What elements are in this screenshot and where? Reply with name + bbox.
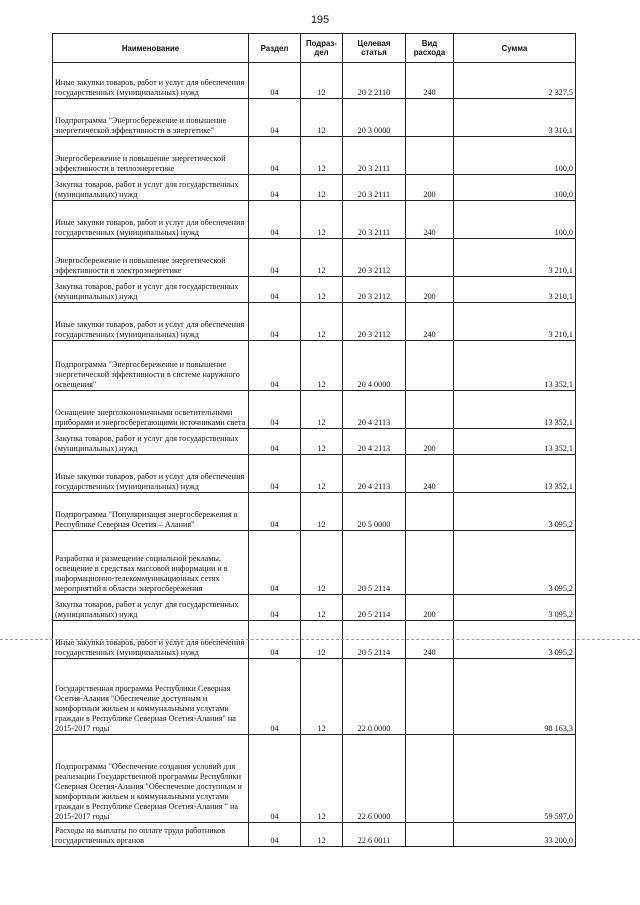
row-expense-type	[406, 531, 454, 595]
row-target-item: 20 5 2114	[343, 621, 406, 659]
row-target-item: 20 5 2114	[343, 595, 406, 621]
table-row	[53, 391, 576, 429]
row-section: 04	[249, 659, 301, 735]
row-subsection: 12	[301, 277, 343, 303]
row-section: 04	[249, 429, 301, 455]
row-target-item: 20 2 2110	[343, 63, 406, 99]
row-expense-type: 200	[406, 277, 454, 303]
row-subsection: 12	[301, 429, 343, 455]
row-name: Иные закупки товаров, работ и услуг для обеспечения государственных (муниципальных) нужд	[53, 303, 249, 341]
row-name: Энергосбережение и повышение энергетической эффективности в электроэнергетике	[53, 239, 249, 277]
row-amount: 13 352,1	[454, 391, 576, 429]
row-amount: 3 095,2	[454, 621, 576, 659]
header-amount: Сумма	[454, 34, 576, 63]
header-expense-type: Вид расхода	[406, 34, 454, 63]
row-target-item: 20 3 2112	[343, 277, 406, 303]
row-amount: 3 210,1	[454, 277, 576, 303]
row-name: Иные закупки товаров, работ и услуг для обеспечения государственных (муниципальных) нужд	[53, 621, 249, 659]
row-section: 04	[249, 455, 301, 493]
row-expense-type	[406, 659, 454, 735]
row-expense-type: 240	[406, 63, 454, 99]
row-expense-type: 200	[406, 595, 454, 621]
row-section: 04	[249, 277, 301, 303]
row-amount: 59 597,0	[454, 735, 576, 823]
row-expense-type	[406, 823, 454, 847]
row-expense-type: 200	[406, 429, 454, 455]
row-subsection: 12	[301, 175, 343, 201]
row-subsection: 12	[301, 239, 343, 277]
row-amount: 2 327,5	[454, 63, 576, 99]
row-section: 04	[249, 99, 301, 137]
row-name: Подпрограмма "Энергосбережение и повышение энергетической эффективности в энергетике"	[53, 99, 249, 137]
row-name: Иные закупки товаров, работ и услуг для обеспечения государственных (муниципальных) нужд	[53, 455, 249, 493]
table-row	[53, 659, 576, 735]
row-expense-type: 240	[406, 621, 454, 659]
row-expense-type: 240	[406, 455, 454, 493]
row-subsection: 12	[301, 99, 343, 137]
row-name: Оснащение энергоэкономичными осветительными приборами и энергосберегающими источниками света	[53, 391, 249, 429]
row-target-item: 20 5 0000	[343, 493, 406, 531]
row-subsection: 12	[301, 455, 343, 493]
row-expense-type	[406, 341, 454, 391]
row-section: 04	[249, 175, 301, 201]
row-name: Энергосбережение и повышение энергетической эффективности в теплоэнергетике	[53, 137, 249, 175]
row-name: Закупка товаров, работ и услуг для государственных (муниципальных) нужд	[53, 429, 249, 455]
table-body	[53, 63, 576, 847]
header-subsection: Подраз- дел	[301, 34, 343, 63]
row-amount: 100,0	[454, 175, 576, 201]
table-row	[53, 595, 576, 621]
row-target-item: 22 6 0011	[343, 823, 406, 847]
row-amount: 13 352,1	[454, 341, 576, 391]
row-section: 04	[249, 823, 301, 847]
row-section: 04	[249, 137, 301, 175]
header-name: Наименование	[53, 34, 249, 63]
row-amount: 3 095,2	[454, 531, 576, 595]
row-amount: 100,0	[454, 201, 576, 239]
table-row	[53, 493, 576, 531]
page-number: 195	[310, 14, 330, 26]
row-subsection: 12	[301, 659, 343, 735]
header-target-item: Целевая статья	[343, 34, 406, 63]
row-subsection: 12	[301, 201, 343, 239]
table-row	[53, 735, 576, 823]
row-expense-type	[406, 493, 454, 531]
row-name: Закупка товаров, работ и услуг для государственных (муниципальных) нужд	[53, 277, 249, 303]
row-section: 04	[249, 531, 301, 595]
row-target-item: 20 4 2113	[343, 429, 406, 455]
table-row	[53, 455, 576, 493]
table-row	[53, 239, 576, 277]
row-target-item: 20 3 2111	[343, 175, 406, 201]
row-subsection: 12	[301, 595, 343, 621]
table-row	[53, 341, 576, 391]
row-subsection: 12	[301, 735, 343, 823]
row-name: Иные закупки товаров, работ и услуг для обеспечения государственных (муниципальных) нужд	[53, 201, 249, 239]
row-section: 04	[249, 239, 301, 277]
row-expense-type	[406, 735, 454, 823]
row-section: 04	[249, 201, 301, 239]
row-section: 04	[249, 303, 301, 341]
table-row	[53, 303, 576, 341]
row-name: Подпрограмма "Популяризация энергосбережения в Республике Северная Осетия – Алания"	[53, 493, 249, 531]
table-row	[53, 277, 576, 303]
row-subsection: 12	[301, 621, 343, 659]
row-target-item: 22 0 0000	[343, 659, 406, 735]
table-row	[53, 99, 576, 137]
row-subsection: 12	[301, 341, 343, 391]
row-target-item: 20 3 2111	[343, 201, 406, 239]
row-expense-type: 240	[406, 201, 454, 239]
table-row	[53, 201, 576, 239]
row-name: Закупка товаров, работ и услуг для государственных (муниципальных) нужд	[53, 175, 249, 201]
row-target-item: 22 6 0000	[343, 735, 406, 823]
table-row	[53, 175, 576, 201]
row-amount: 13 352,1	[454, 455, 576, 493]
row-amount: 33 200,0	[454, 823, 576, 847]
row-amount: 98 163,3	[454, 659, 576, 735]
row-expense-type	[406, 137, 454, 175]
table-row	[53, 137, 576, 175]
row-section: 04	[249, 595, 301, 621]
row-section: 04	[249, 621, 301, 659]
row-name: Подпрограмма "Обеспечение создания условий для реализации Государственной программы Республики Северная Осетия-Алания "Обеспечение доступным и комфортным жильем и коммунальными услугами граждан в Республике Северная Осетия-Алания " на 2015-2017 годы	[53, 735, 249, 823]
row-subsection: 12	[301, 391, 343, 429]
row-name: Расходы на выплаты по оплате труда работников государственных органов	[53, 823, 249, 847]
row-name: Иные закупки товаров, работ и услуг для обеспечения государственных (муниципальных) нужд	[53, 63, 249, 99]
budget-table	[52, 33, 576, 847]
row-section: 04	[249, 391, 301, 429]
row-subsection: 12	[301, 63, 343, 99]
row-amount: 3 210,1	[454, 239, 576, 277]
row-section: 04	[249, 735, 301, 823]
table-row	[53, 63, 576, 99]
row-expense-type: 240	[406, 303, 454, 341]
row-target-item: 20 3 2112	[343, 303, 406, 341]
table-header	[53, 34, 576, 63]
row-expense-type: 200	[406, 175, 454, 201]
row-expense-type	[406, 239, 454, 277]
table-row	[53, 531, 576, 595]
row-target-item: 20 3 2112	[343, 239, 406, 277]
row-name: Государственная программа Республики Северная Осетия-Алания "Обеспечение доступным и комфортным жильем и коммунальными услугами граждан в Республике Северная Осетия-Алания" на 2015-2017 годы	[53, 659, 249, 735]
row-target-item: 20 3 2111	[343, 137, 406, 175]
row-expense-type	[406, 391, 454, 429]
header-section: Раздел	[249, 34, 301, 63]
row-name: Подпрограмма "Энергосбережение и повышение энергетической эффективности в системе наружного освещения"	[53, 341, 249, 391]
row-subsection: 12	[301, 137, 343, 175]
row-name: Разработка и размещение социальной рекламы, освещение в средствах массовой информации и в информационно-телекоммуникационных сетях мероприятий в области энергосбережения	[53, 531, 249, 595]
table-row	[53, 429, 576, 455]
row-target-item: 20 5 2114	[343, 531, 406, 595]
row-subsection: 12	[301, 493, 343, 531]
row-section: 04	[249, 63, 301, 99]
row-subsection: 12	[301, 531, 343, 595]
row-amount: 3 095,2	[454, 493, 576, 531]
row-target-item: 20 4 2113	[343, 455, 406, 493]
row-amount: 3 310,1	[454, 99, 576, 137]
row-target-item: 20 3 0000	[343, 99, 406, 137]
row-target-item: 20 4 2113	[343, 391, 406, 429]
table-row	[53, 823, 576, 847]
row-expense-type	[406, 99, 454, 137]
row-amount: 3 095,2	[454, 595, 576, 621]
row-name: Закупка товаров, работ и услуг для государственных (муниципальных) нужд	[53, 595, 249, 621]
row-target-item: 20 4 0000	[343, 341, 406, 391]
row-amount: 13 352,1	[454, 429, 576, 455]
row-amount: 3 210,1	[454, 303, 576, 341]
row-subsection: 12	[301, 303, 343, 341]
row-amount: 100,0	[454, 137, 576, 175]
row-section: 04	[249, 493, 301, 531]
scan-artifact-line	[0, 639, 640, 640]
row-subsection: 12	[301, 823, 343, 847]
row-section: 04	[249, 341, 301, 391]
